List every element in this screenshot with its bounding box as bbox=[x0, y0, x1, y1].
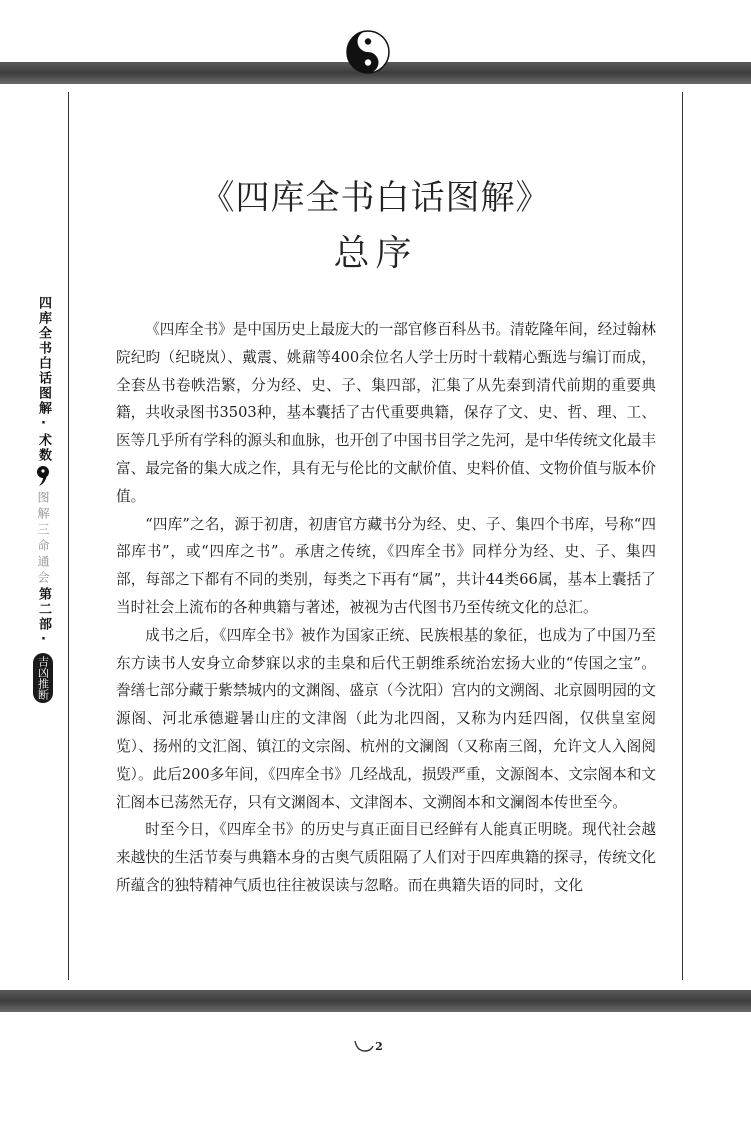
paragraph: 成书之后，《四库全书》被作为国家正统、民族根基的象征，也成为了中国乃至东方读书人安身立命梦寐以求的圭臬和后代王朝维系统治宏扬大业的“传国之宝”。誊缮七部分藏于紫禁城内的文渊阁、盛京（今沈阳）宫内的文溯阁、北京圆明园的文源阁、河北承德避暑山庄的文津阁（此为北四阁，又称为内廷四阁，仅供皇室阅览）、扬州的文汇阁、镇江的文宗阁、杭州的文澜阁（又称南三阁，允许文人入阁阅览）。此后200多年间，《四库全书》几经战乱，损毁严重，文源阁本、文宗阁本和文汇阁本已荡然无存，只有文渊阁本、文津阁本、文溯阁本和文澜阁本传世至今。 bbox=[116, 626, 656, 811]
side-stamp bbox=[33, 653, 53, 703]
paragraph: 《四库全书》是中国历史上最庞大的一部官修百科丛书。清乾隆年间，经过翰林院纪昀（纪晓岚）、戴震、姚鼐等400余位名人学士历时十载精心甄选与编订而成，全套丛书卷帙浩繁，分为经、史、子、集四部，汇集了从先秦到清代前期的重要典籍，共收录图书3503种，基本囊括了古代重要典籍，保存了文、史、哲、理、工、医等几乎所有学科的源头和血脉，也开创了中国书目学之先河，是中华传统文化最丰富、最完备的集大成之作，具有无与伦比的文献价值、史料价值、文物价值与版本价值。 bbox=[116, 321, 656, 505]
side-stamp-text: 吉凶推断 bbox=[36, 656, 50, 700]
side-running-header bbox=[26, 296, 60, 703]
yin-yang-icon bbox=[346, 30, 390, 74]
tadpole-icon bbox=[35, 465, 51, 487]
page-number bbox=[338, 1034, 398, 1058]
paragraph: 时至今日，《四库全书》的历史与真正面目已经鲜有人能真正明晓。现代社会越来越快的生活节奏与典籍本身的古奥气质阻隔了人们对于四库典籍的探寻，传统文化所蕴含的独特精神气质也往往被误读与忽略。而在典籍失语的同时，文化 bbox=[116, 821, 656, 894]
paragraph: “四库”之名，源于初唐，初唐官方藏书分为经、史、子、集四个书库，号称“四部库书”，或“四库之书”。承唐之传统，《四库全书》同样分为经、史、子、集四部，每部之下都有不同的类别，每类之下再有“属”，共计44类66属，基本上囊括了当时社会上流布的各种典籍与著述，被视为古代图书乃至传统文化的总汇。 bbox=[116, 515, 656, 616]
page-number-text: 2 bbox=[375, 1039, 383, 1053]
side-part: 第二部· bbox=[36, 587, 51, 649]
bottom-decorative-band bbox=[0, 990, 751, 1012]
section-title: 总序 bbox=[333, 233, 418, 274]
side-subtitle: 图解三命通会 bbox=[36, 491, 50, 587]
swirl-ornament-icon bbox=[353, 1037, 375, 1055]
body-text bbox=[116, 316, 656, 900]
side-title: 四库全书白话图解·术数 bbox=[36, 296, 51, 463]
book-title: 《四库全书白话图解》 bbox=[200, 178, 551, 218]
